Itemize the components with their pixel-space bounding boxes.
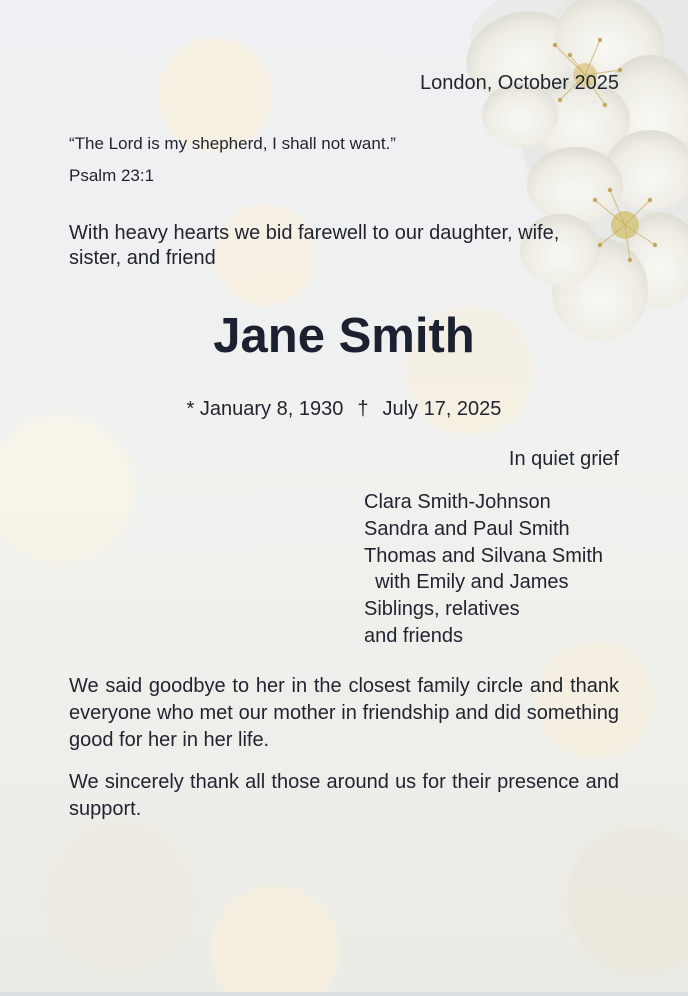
cross-icon: † <box>357 398 369 420</box>
mourner-line: with Emily and James <box>364 571 569 594</box>
mourners-heading: In quiet grief <box>508 448 619 470</box>
closing-paragraph-1: We said goodbye to her in the closest family circle and thank everyone who met our mother in friendship and did something good for her in her life. <box>69 675 619 751</box>
scripture-reference: Psalm 23:1 <box>69 166 155 185</box>
closing-paragraph-2: We sincerely thank all those around us for their presence and support. <box>69 771 619 820</box>
page-bottom-edge <box>0 992 688 996</box>
mourner-line: Thomas and Silvana Smith <box>364 544 604 567</box>
farewell-intro: With heavy hearts we bid farewell to our daughter, wife, sister, and friend <box>69 222 560 269</box>
death-date: July 17, 2025 <box>382 398 502 420</box>
mourner-line: Clara Smith-Johnson <box>364 491 551 513</box>
deceased-name: Jane Smith <box>213 309 475 363</box>
mourners-list <box>364 489 603 650</box>
mourner-line: and friends <box>364 624 463 647</box>
life-dates <box>0 398 688 421</box>
mourner-line: Sandra and Paul Smith <box>364 517 570 540</box>
place-and-date: London, October 2025 <box>419 72 619 94</box>
mourner-line: Siblings, relatives <box>364 598 520 621</box>
birth-date: * January 8, 1930 <box>186 398 344 420</box>
scripture-quote: “The Lord is my shepherd, I shall not want.” <box>69 134 396 153</box>
